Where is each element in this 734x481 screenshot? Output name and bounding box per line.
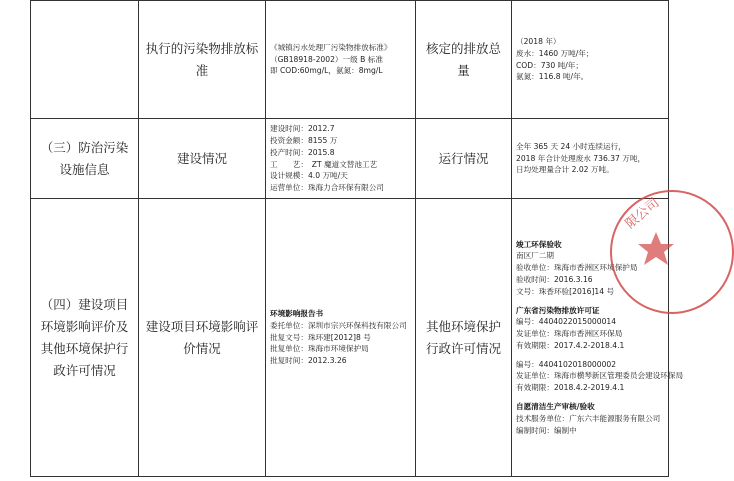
group-heading: 竣工环保验收: [516, 239, 562, 249]
detail-line: 运营单位：珠海力合环保有限公司: [270, 183, 384, 193]
detail-line: 批复时间：2012.3.26: [270, 356, 347, 366]
detail-line: 废水：1460 万吨/年；: [516, 48, 594, 58]
detail-line: 发证单位：珠海市横琴新区管理委员会建设环保局: [516, 371, 684, 381]
detail-line: 文号：珠香环验[2016]14 号: [516, 286, 615, 296]
svg-text:限公司: 限公司: [622, 195, 663, 232]
table-row: [31, 199, 669, 477]
table-row: [31, 119, 669, 199]
detail-line: 2018 年合计处理废水 736.37 万吨，: [516, 153, 646, 163]
emission-standard-detail: [266, 1, 416, 119]
detail-line: 有效期限：2017.4.2-2018.4.1: [516, 340, 625, 350]
detail-line: 委托单位：深圳市宗兴环保科技有限公司: [270, 320, 407, 330]
total-quota-detail: [512, 1, 669, 119]
detail-line: 即 COD:60mg/L，氨氮：8mg/L: [270, 66, 383, 76]
item-label-total-quota: 核定的排放总量: [416, 1, 512, 119]
info-table: [30, 0, 684, 477]
detail-line: 发证单位：珠海市香洲区环保局: [516, 329, 623, 339]
item-label-operation: 运行情况: [416, 119, 512, 199]
seal-star-icon: [612, 192, 732, 312]
detail-line: 建设时间：2012.7: [270, 124, 335, 134]
detail-line: 投产时间：2015.8: [270, 147, 335, 157]
detail-line: 全年 365 天 24 小时连续运行，: [516, 141, 626, 151]
detail-line: 批复单位：珠海市环境保护局: [270, 344, 369, 354]
eia-detail: [266, 199, 416, 477]
sub-label-eia: 建设项目环境影响评价情况: [139, 199, 266, 477]
construction-detail: [266, 119, 416, 199]
detail-line: 技术服务单位：广东六丰能源服务有限公司: [516, 413, 661, 423]
detail-line: 编号：4404022015000014: [516, 317, 617, 327]
detail-line: 编制时间：编制中: [516, 425, 577, 435]
table-row: [31, 1, 669, 119]
eia-heading: 环境影响报告书: [270, 309, 324, 318]
detail-line: 日均处理量合计 2.02 万吨。: [516, 165, 614, 175]
detail-line: 编号：4404102018000002: [516, 359, 617, 369]
detail-line: 《城镇污水处理厂污染物排放标准》: [270, 42, 392, 52]
detail-line: 设计规模：4.0 万吨/天: [270, 171, 348, 181]
group-heading: 广东省污染物排放许可证: [516, 305, 600, 315]
detail-line: 工 艺： ZT 魔道文替池工艺: [270, 159, 378, 169]
item-label-other-permits: 其他环境保护行政许可情况: [416, 199, 512, 477]
sub-label-emission-standard: 执行的污染物排放标准: [139, 1, 266, 119]
company-seal-stamp: [610, 190, 734, 314]
detail-line: 投资金额：8155 万: [270, 135, 338, 145]
detail-line: 验收时间：2016.3.16: [516, 274, 593, 284]
detail-line: 南区厂二期: [516, 251, 554, 261]
group-heading: 自愿清洁生产审核/验收: [516, 402, 595, 412]
section-label-eia-permits: （四）建设项目环境影响评价及其他环境保护行政许可情况: [31, 199, 139, 477]
detail-line: 氨氮：116.8 吨/年。: [516, 72, 589, 82]
operation-detail: [512, 119, 669, 199]
section-label-pollution-facilities: （三）防治污染设施信息: [31, 119, 139, 199]
detail-line: COD：730 吨/年；: [516, 60, 583, 70]
sub-label-construction: 建设情况: [139, 119, 266, 199]
detail-line: （2018 年）: [516, 36, 561, 46]
detail-line: 验收单位：珠海市香洲区环境保护局: [516, 263, 638, 273]
detail-line: （GB18918-2002）一级 B 标准: [270, 54, 383, 64]
detail-line: 批复文号：珠环建[2012]8 号: [270, 332, 371, 342]
section-label-empty: [31, 1, 139, 119]
detail-line: 有效期限：2018.4.2-2019.4.1: [516, 383, 625, 393]
